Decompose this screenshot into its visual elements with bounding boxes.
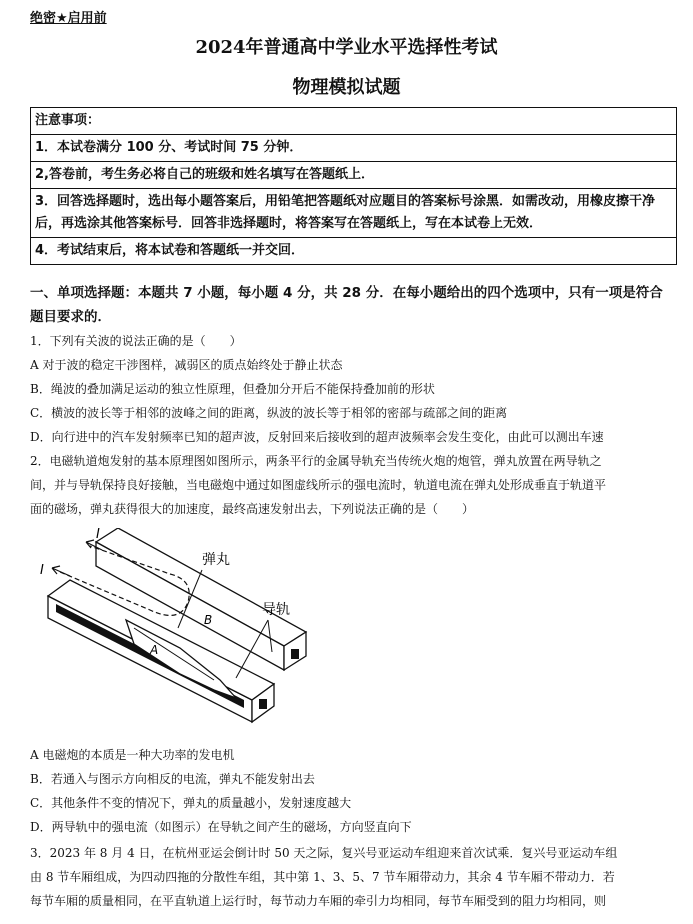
q3-stem-line-3: 每节车厢的质量相同，在平直轨道上运行时，每节动力车厢的牵引力均相同，每节车厢受到的阻力均相同，则 xyxy=(30,894,607,908)
notice-item-3: 3．回答选择题时，选出每小题答案后，用铅笔把答题纸对应题目的答案标号涂黑．如需改动，用橡皮擦干净后，再选涂其他答案标号．回答非选择题时，将答案写在答题纸上，写在本试卷上无效． xyxy=(31,189,676,238)
q1-option-b: B．绳波的叠加满足运动的独立性原理，但叠加分开后不能保持叠加前的形状 xyxy=(30,382,435,396)
q1-stem: 1．下列有关波的说法正确的是（ ） xyxy=(30,334,242,348)
q1-option-c: C．横波的波长等于相邻的波峰之间的距离，纵波的波长等于相邻的密部与疏部之间的距离 xyxy=(30,406,508,420)
q3-stem-line-1: 3．2023 年 8 月 4 日，在杭州亚运会倒计时 50 天之际，复兴号亚运动车组迎来首次试乘．复兴号亚运动车组 xyxy=(30,846,618,860)
notice-item-1: 1．本试卷满分 100 分、考试时间 75 分钟． xyxy=(31,135,676,162)
front-rail-hole xyxy=(259,699,267,709)
back-rail-hole xyxy=(291,649,299,659)
q3-stem-line-2: 由 8 节车厢组成，为四动四拖的分散性车组，其中第 1、3、5、7 节车厢带动力，其余 4 节车厢不带动力．若 xyxy=(30,870,615,884)
exam-title: 2024年普通高中学业水平选择性考试 xyxy=(195,37,498,58)
railgun-diagram xyxy=(30,528,310,738)
q2-option-b: B．若通入与图示方向相反的电流，弹丸不能发射出去 xyxy=(30,772,315,786)
notice-box xyxy=(30,107,677,265)
section-heading: 一、单项选择题：本题共 7 小题，每小题 4 分，共 28 分．在每小题给出的四个选项中，只有一项是符合题目要求的． xyxy=(30,285,663,325)
bullet-label: 弹丸 xyxy=(202,552,230,568)
current-label-upper: I xyxy=(96,528,100,542)
point-a-label: A xyxy=(150,643,159,657)
rail-label: 导轨 xyxy=(262,602,290,618)
current-label-lower: I xyxy=(40,563,44,578)
q2-stem-line-2: 间，并与导轨保持良好接触，当电磁炮中通过如图虚线所示的强电流时，轨道电流在弹丸处形成垂直于轨道平 xyxy=(30,478,607,492)
notice-heading: 注意事项： xyxy=(31,108,676,135)
notice-item-4: 4．考试结束后，将本试卷和答题纸一并交回． xyxy=(35,243,305,258)
q1-option-a: A 对于波的稳定干涉图样，减弱区的质点始终处于静止状态 xyxy=(30,358,343,372)
secret-label: 绝密★启用前 xyxy=(30,11,107,26)
q2-option-c: C．其他条件不变的情况下，弹丸的质量越小，发射速度越大 xyxy=(30,796,352,810)
current-arrow-lower xyxy=(52,566,70,576)
q2-option-d: D．两导轨中的强电流（如图示）在导轨之间产生的磁场，方向竖直向下 xyxy=(30,820,412,834)
exam-subtitle: 物理模拟试题 xyxy=(292,77,401,98)
q1-option-d: D．向行进中的汽车发射频率已知的超声波，反射回来后接收到的超声波频率会发生变化，由此可以测出车速 xyxy=(30,430,604,444)
railgun-figure xyxy=(30,528,310,738)
point-b-label: B xyxy=(204,613,213,627)
q2-stem-line-3: 面的磁场，弹丸获得很大的加速度，最终高速发射出去，下列说法正确的是（ ） xyxy=(30,502,475,516)
q2-option-a: A 电磁炮的本质是一种大功率的发电机 xyxy=(30,748,235,762)
notice-item-2: 2,答卷前，考生务必将自己的班级和姓名填写在答题纸上． xyxy=(31,162,676,189)
q2-stem-line-1: 2．电磁轨道炮发射的基本原理图如图所示，两条平行的金属导轨充当传统火炮的炮管，弹丸放置在两导轨之 xyxy=(30,454,602,468)
